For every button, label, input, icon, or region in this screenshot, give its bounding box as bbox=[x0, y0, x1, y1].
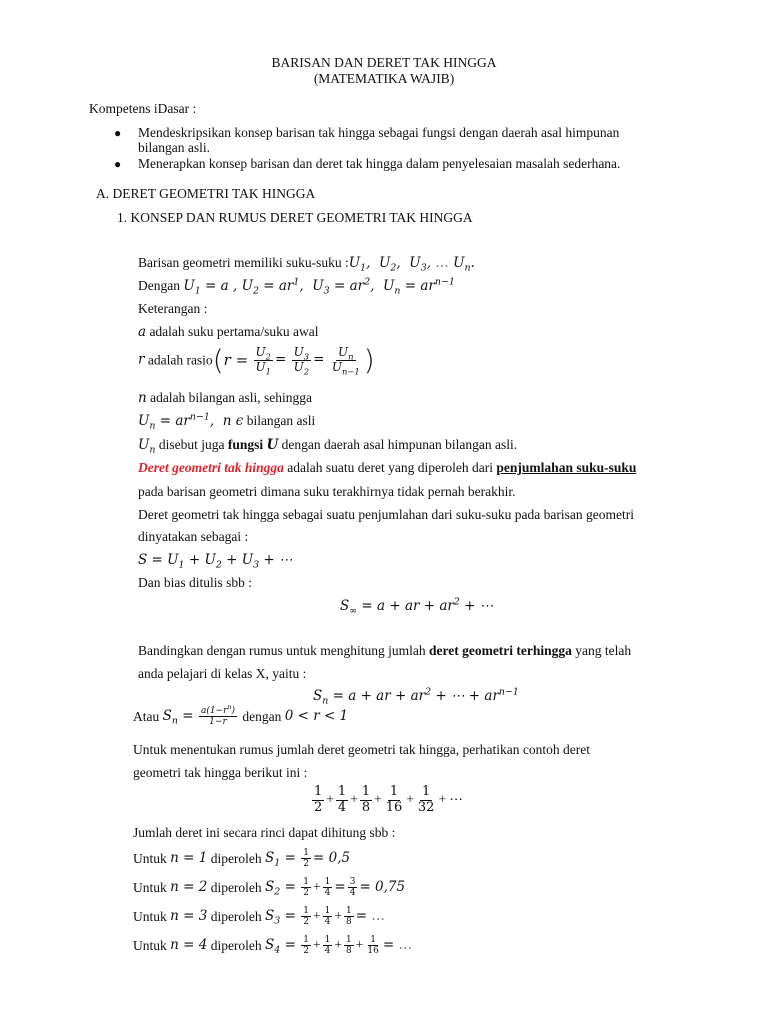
pada-barisan-line: pada barisan geometri dimana suku terakhirnya tidak pernah berakhir. bbox=[138, 484, 516, 499]
keterangan-label: Keterangan : bbox=[138, 301, 208, 316]
s-sum-formula: $S = U_1 + U_2 + U_3$ + ⋯ bbox=[138, 552, 293, 571]
un-formula-line: $U_n = ar^{n-1}$, n ϵ bilangan asli bbox=[138, 411, 316, 432]
r-definition: r adalah rasio(r = $\frac{U_2}{U_1}$ = $\frac{U_3}{U_2}$ = $\frac{U_n}{U_{n-1}}$ ) bbox=[138, 343, 375, 377]
bandingkan-line-2: anda pelajari di kelas X, yaitu : bbox=[138, 666, 307, 681]
bullet-icon: ● bbox=[114, 126, 122, 140]
kd-bullet-2: Menerapkan konsep barisan dan deret tak hingga dalam penyelesaian masalah sederhana. bbox=[138, 156, 621, 171]
bullet-icon: ● bbox=[114, 157, 122, 171]
jumlah-rinci-line: Jumlah deret ini secara rinci dapat dihitung sbb : bbox=[133, 825, 396, 840]
section-heading-a: A. DERET GEOMETRI TAK HINGGA bbox=[96, 186, 316, 201]
un-fungsi-line: $U_n$ disebut juga fungsi U dengan daerah asal himpunan bilangan asli. bbox=[138, 437, 518, 456]
n-definition: n adalah bilangan asli, sehingga bbox=[138, 390, 313, 406]
dan-bias-line: Dan bias ditulis sbb : bbox=[138, 575, 252, 590]
untuk-menentukan-line-2: geometri tak hingga berikut ini : bbox=[133, 765, 308, 780]
untuk-menentukan-line-1: Untuk menentukan rumus jumlah deret geometri tak hingga, perhatikan contoh deret bbox=[133, 742, 590, 757]
document-title: BARISAN DAN DERET TAK HINGGA bbox=[271, 55, 497, 70]
deret-sebagai-line-2: dinyatakan sebagai : bbox=[138, 529, 249, 544]
kd-bullet-1-cont: bilangan asli. bbox=[138, 140, 210, 155]
barisan-line: Barisan geometri memiliki suku-suku $:U_1$, $U_2$, $U_3$, … $U_n$. bbox=[138, 255, 475, 274]
deret-definition-line: Deret geometri tak hingga adalah suatu deret yang diperoleh dari penjumlahan suku-suku bbox=[138, 460, 637, 475]
series-example: $\frac{1}{2}$ + $\frac{1}{4}$ + $\frac{1}{8}$ + $\frac{1}{16}$ + $\frac{1}{32}$ + ⋯ bbox=[314, 784, 463, 815]
kd-label: Kompetens iDasar : bbox=[89, 101, 197, 116]
untuk-n3-line: Untuk n = 3 diperoleh $S_3$ = $\frac{1}{2}$ + $\frac{1}{4}$ + $\frac{1}{8}$ = … bbox=[133, 906, 385, 928]
a-definition: a adalah suku pertama/suku awal bbox=[138, 324, 319, 340]
s-infinity-formula: $S_\infty = a$ + ar + $ar^2$ + ⋯ bbox=[340, 596, 494, 617]
dengan-line: Dengan $U_1 = a$ , $U_2 = ar^1$, $U_3 = ar^2$, $U_n = ar^{n-1}$ bbox=[138, 276, 455, 297]
kd-bullet-1: Mendeskripsikan konsep barisan tak hingga sebagai fungsi dengan daerah asal himpunan bbox=[138, 125, 620, 140]
document-subtitle: (MATEMATIKA WAJIB) bbox=[313, 71, 455, 86]
sn-formula: $S_n = a$ + ar + $ar^2$ + ⋯ + $ar^{n-1}$ bbox=[313, 686, 519, 707]
atau-sn-line: Atau $S_n$ = $\frac{a(1-r^n)}{1-r}$ dengan 0 < r < 1 bbox=[133, 704, 349, 728]
untuk-n1-line: Untuk n = 1 diperoleh $S_1$ = $\frac{1}{2}$ = 0,5 bbox=[133, 848, 351, 870]
untuk-n2-line: Untuk n = 2 diperoleh $S_2$ = $\frac{1}{2}$ + $\frac{1}{4}$ = $\frac{3}{4}$ = 0,75 bbox=[133, 877, 406, 899]
subsection-heading-1: 1. KONSEP DAN RUMUS DERET GEOMETRI TAK HINGGA bbox=[117, 210, 473, 225]
deret-sebagai-line-1: Deret geometri tak hingga sebagai suatu penjumlahan dari suku-suku pada barisan geometri bbox=[138, 507, 634, 522]
untuk-n4-line: Untuk n = 4 diperoleh $S_4$ = $\frac{1}{2}$ + $\frac{1}{4}$ + $\frac{1}{8}$ + $\frac{1}{16}$ = … bbox=[133, 935, 412, 957]
bandingkan-line-1: Bandingkan dengan rumus untuk menghitung jumlah deret geometri terhingga yang telah bbox=[138, 643, 632, 658]
